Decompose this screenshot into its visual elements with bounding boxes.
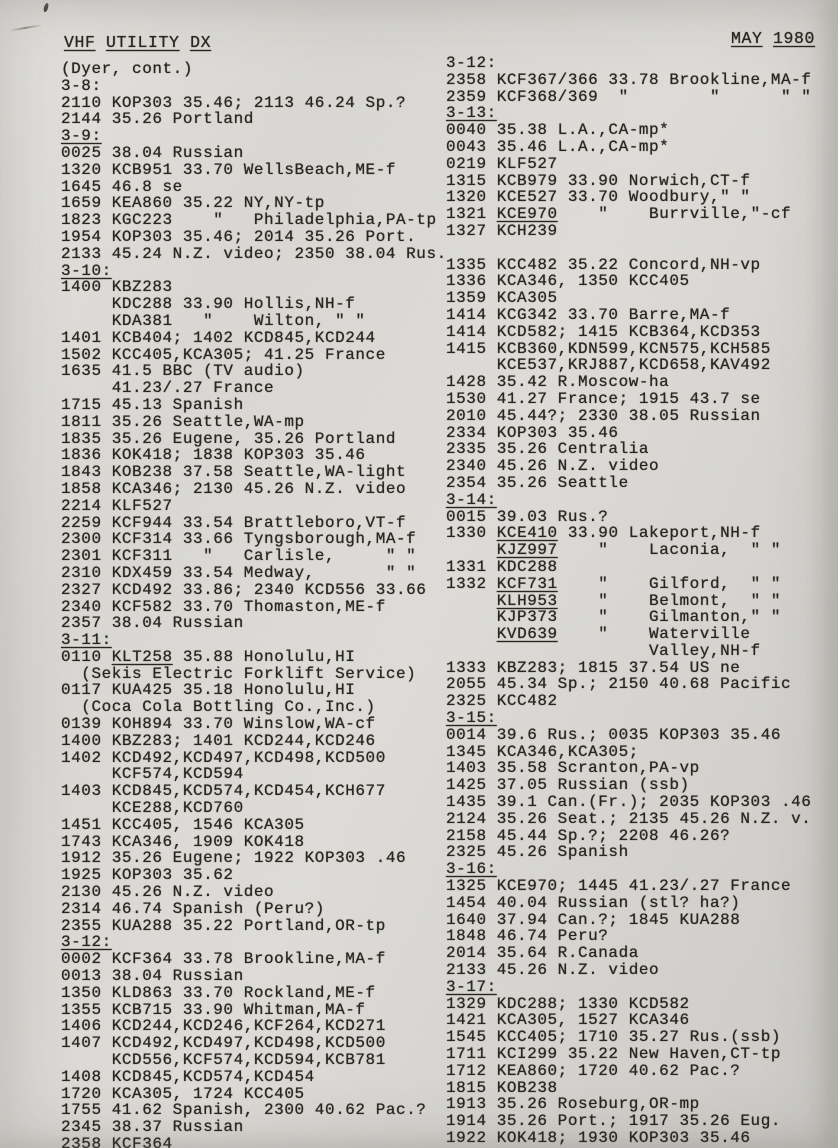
log-line: 1858 KCA346; 2130 45.26 N.Z. video xyxy=(61,479,407,498)
log-line: 1922 KOK418; 1930 KOP303 35.46 xyxy=(446,1129,751,1147)
log-line: 0043 35.46 L.A.,CA-mp* xyxy=(446,137,670,156)
log-line: 2354 35.26 Seattle xyxy=(446,473,629,492)
log-line: 3-10: xyxy=(61,261,112,280)
log-line: 1350 KLD863 33.70 Rockland,ME-f xyxy=(61,983,376,1002)
log-line: 2340 45.26 N.Z. video xyxy=(446,457,660,476)
log-line: 3-11: xyxy=(61,631,112,650)
log-line: 2325 45.26 Spanish xyxy=(446,843,629,862)
log-line: 0025 38.04 Russian xyxy=(61,143,244,162)
log-line: 1425 37.05 Russian (ssb) xyxy=(446,776,690,795)
log-line: 1407 KCD492,KCD497,KCD498,KCD500 xyxy=(61,1034,386,1053)
log-line: 1914 35.26 Port.; 1917 35.26 Eug. xyxy=(446,1112,782,1131)
log-line: 1502 KCC405,KCA305; 41.25 France xyxy=(61,345,386,364)
log-line: 3-14: xyxy=(446,490,497,509)
log-line: 1545 KCC405; 1710 35.27 Rus.(ssb) xyxy=(446,1028,782,1047)
log-line: 1925 KOP303 35.62 xyxy=(61,866,234,885)
scan-artifact-streak xyxy=(9,24,41,32)
log-line: KCE537,KRJ887,KCD658,KAV492 xyxy=(446,356,771,375)
log-line: 1331 KDC288 xyxy=(446,557,558,576)
log-line: KCF574,KCD594 xyxy=(61,765,244,784)
log-line: KDC288 33.90 Hollis,NH-f xyxy=(61,295,356,314)
log-line: 1325 KCE970; 1445 41.23/.27 France xyxy=(446,877,792,896)
log-line: 2357 38.04 Russian xyxy=(61,614,244,633)
log-line: 2314 46.74 Spanish (Peru?) xyxy=(61,899,325,918)
log-line: 1421 KCA305, 1527 KCA346 xyxy=(446,1011,690,1030)
log-line: 1403 KCD845,KCD574,KCD454,KCH677 xyxy=(61,782,386,801)
log-line: 0110 KLT258 35.88 Honolulu,HI xyxy=(61,647,356,666)
log-line: 1720 KCA305, 1724 KCC405 xyxy=(61,1084,305,1103)
log-line: 1406 KCD244,KCD246,KCF264,KCD271 xyxy=(61,1017,386,1036)
log-line: 1913 35.26 Roseburg,OR-mp xyxy=(446,1095,700,1114)
log-line: 1836 KOK418; 1838 KOP303 35.46 xyxy=(61,446,366,465)
log-line: KDA381 " Wilton, " " xyxy=(61,311,366,330)
log-line: 2214 KLF527 xyxy=(61,496,173,515)
log-line: 1414 KCG342 33.70 Barre,MA-f xyxy=(446,305,731,324)
log-line: 2124 35.26 Seat.; 2135 45.26 N.Z. v. xyxy=(446,809,812,828)
log-line: 2133 45.26 N.Z. video xyxy=(446,961,660,980)
log-line: Valley,NH-f xyxy=(446,641,761,660)
log-line: 1428 35.42 R.Moscow-ha xyxy=(446,373,670,392)
log-line: (Sekis Electric Forklift Service) xyxy=(61,664,417,683)
log-line: KJP373 " Gilmanton," " xyxy=(446,608,782,627)
log-line: 1403 35.58 Scranton,PA-vp xyxy=(446,759,700,778)
page-title: VHF UTILITY DX xyxy=(64,33,212,52)
log-line: 1659 KEA860 35.22 NY,NY-tp xyxy=(61,194,325,213)
log-line: 1335 KCC482 35.22 Concord,NH-vp xyxy=(446,255,761,274)
log-line: 1415 KCB360,KDN599,KCN575,KCH585 xyxy=(446,339,771,358)
log-line: 3-12: xyxy=(446,54,497,72)
log-line: 1327 KCH239 xyxy=(446,221,558,240)
log-line: 1530 41.27 France; 1915 43.7 se xyxy=(446,389,761,408)
log-line: 2340 KCF582 33.70 Thomaston,ME-f xyxy=(61,597,386,616)
log-line: 1332 KCF731 " Gilford, " " xyxy=(446,574,782,593)
log-line: 0117 KUA425 35.18 Honolulu,HI xyxy=(61,681,356,700)
log-line: 2345 38.37 Russian xyxy=(61,1118,244,1137)
log-line: 1451 KCC405, 1546 KCA305 xyxy=(61,815,305,834)
scan-artifact-tick xyxy=(43,3,49,13)
log-line: 1330 KCE410 33.90 Lakeport,NH-f xyxy=(446,524,761,543)
log-line: 1336 KCA346, 1350 KCC405 xyxy=(446,272,690,291)
log-line: 1823 KGC223 " Philadelphia,PA-tp xyxy=(61,211,437,230)
log-line: 2355 KUA288 35.22 Portland,OR-tp xyxy=(61,916,386,935)
log-line: 2055 45.34 Sp.; 2150 40.68 Pacific xyxy=(446,675,792,694)
log-line: 1320 KCB951 33.70 WellsBeach,ME-f xyxy=(61,160,397,179)
log-line: (Coca Cola Bottling Co.,Inc.) xyxy=(61,698,376,717)
log-line: 41.23/.27 France xyxy=(61,379,275,398)
log-line: 0013 38.04 Russian xyxy=(61,967,244,986)
log-line: 1435 39.1 Can.(Fr.); 2035 KOP303 .46 xyxy=(446,793,812,812)
log-line: 1954 KOP303 35.46; 2014 35.26 Port. xyxy=(61,227,417,246)
log-line: 2325 KCC482 xyxy=(446,692,558,711)
log-line: 3-16: xyxy=(446,860,497,879)
log-line: 0219 KLF527 xyxy=(446,154,558,173)
log-line: 3-8: xyxy=(61,76,102,95)
log-line: 1321 KCE970 " Burrville,"-cf xyxy=(446,205,792,224)
log-line: KLH953 " Belmont, " " xyxy=(496,591,782,610)
log-line: 1454 40.04 Russian (stl? ha?) xyxy=(446,893,741,912)
log-line: 1355 KCB715 33.90 Whitman,MA-f xyxy=(61,1000,366,1019)
log-line: 2158 45.44 Sp.?; 2208 46.26? xyxy=(446,826,731,845)
log-line: 2010 45.44?; 2330 38.05 Russian xyxy=(446,406,761,425)
log-line: 1408 KCD845,KCD574,KCD454 xyxy=(61,1067,315,1086)
log-line: 0002 KCF364 33.78 Brookline,MA-f xyxy=(61,950,386,969)
log-line: 2327 KCD492 33.86; 2340 KCD556 33.66 xyxy=(61,580,427,599)
log-line: 2335 35.26 Centralia xyxy=(446,440,650,459)
log-line: 0014 39.6 Rus.; 0035 KOP303 35.46 xyxy=(446,725,782,744)
log-line: 1811 35.26 Seattle,WA-mp xyxy=(61,412,305,431)
log-line: 2259 KCF944 33.54 Brattleboro,VT-f xyxy=(61,513,407,532)
log-line: 0040 35.38 L.A.,CA-mp* xyxy=(446,121,670,140)
log-line: 1755 41.62 Spanish, 2300 40.62 Pac.? xyxy=(61,1101,427,1120)
log-line: 0015 39.03 Rus.? xyxy=(446,507,609,526)
log-line: KJZ997 " Laconia, " " xyxy=(496,541,782,560)
log-line: 1815 KOB238 xyxy=(446,1078,558,1097)
log-line: 2014 35.64 R.Canada xyxy=(446,944,639,963)
log-line: 3-17: xyxy=(446,977,497,996)
log-line: 1401 KCB404; 1402 KCD845,KCD244 xyxy=(61,328,376,347)
log-line: KCD556,KCF574,KCD594,KCB781 xyxy=(61,1051,386,1070)
log-line: 2130 45.26 N.Z. video xyxy=(61,883,275,902)
log-line: 3-15: xyxy=(446,709,497,728)
log-line: 1402 KCD492,KCD497,KCD498,KCD500 xyxy=(61,748,386,767)
log-line: 1333 KBZ283; 1815 37.54 US ne xyxy=(446,658,741,677)
log-line: 3-13: xyxy=(446,104,497,123)
log-line: 2359 KCF368/369 " " " " xyxy=(446,87,812,106)
log-line: 1848 46.74 Peru? xyxy=(446,927,609,946)
log-line: 1315 KCB979 33.90 Norwich,CT-f xyxy=(446,171,751,190)
log-line: 2110 KOP303 35.46; 2113 46.24 Sp.? xyxy=(61,93,407,112)
log-line: 2334 KOP303 35.46 xyxy=(446,423,619,442)
left-column xyxy=(61,61,447,1148)
log-line: 1400 KBZ283 xyxy=(61,278,173,297)
log-line: 1645 46.8 se xyxy=(61,177,183,196)
log-line: (Dyer, cont.) xyxy=(61,60,193,78)
log-line: KVD639 " Waterville xyxy=(496,625,751,644)
log-line: 3-9: xyxy=(61,127,102,146)
log-line: 1712 KEA860; 1720 40.62 Pac.? xyxy=(446,1061,741,1080)
log-line: 1359 KCA305 xyxy=(446,289,558,308)
log-line: 1320 KCE527 33.70 Woodbury," " xyxy=(446,188,751,207)
log-line: 2133 45.24 N.Z. video; 2350 38.04 Rus. xyxy=(61,244,447,263)
log-line: 3-12: xyxy=(61,933,112,952)
log-line: 1711 KCI299 35.22 New Haven,CT-tp xyxy=(446,1045,782,1064)
log-line: 1635 41.5 BBC (TV audio) xyxy=(61,362,305,381)
page-date: MAY 1980 xyxy=(731,29,816,48)
log-line: 1329 KDC288; 1330 KCD582 xyxy=(446,994,690,1013)
log-line: 2301 KCF311 " Carlisle, " " xyxy=(61,547,417,566)
log-line: 2310 KDX459 33.54 Medway, " " xyxy=(61,563,417,582)
log-line: 1743 KCA346, 1909 KOK418 xyxy=(61,832,305,851)
log-line: 2358 KCF367/366 33.78 Brookline,MA-f xyxy=(446,70,812,89)
right-column xyxy=(446,55,811,1147)
log-line: 1400 KBZ283; 1401 KCD244,KCD246 xyxy=(61,731,376,750)
log-line: 1843 KOB238 37.58 Seattle,WA-light xyxy=(61,463,407,482)
log-line: 1715 45.13 Spanish xyxy=(61,395,244,414)
log-line: 1912 35.26 Eugene; 1922 KOP303 .46 xyxy=(61,849,407,868)
log-line: 2300 KCF314 33.66 Tyngsborough,MA-f xyxy=(61,530,417,549)
log-line: 2144 35.26 Portland xyxy=(61,110,254,129)
log-line: 1835 35.26 Eugene, 35.26 Portland xyxy=(61,429,397,448)
log-line xyxy=(446,240,811,257)
log-line: 1640 37.94 Can.?; 1845 KUA288 xyxy=(446,910,741,929)
log-line: KCE288,KCD760 xyxy=(61,799,244,818)
log-line: 1345 KCA346,KCA305; xyxy=(446,742,639,761)
log-line: 0139 KOH894 33.70 Winslow,WA-cf xyxy=(61,715,376,734)
log-line: 2358 KCF364 xyxy=(61,1135,173,1148)
log-line: 1414 KCD582; 1415 KCB364,KCD353 xyxy=(446,322,761,341)
